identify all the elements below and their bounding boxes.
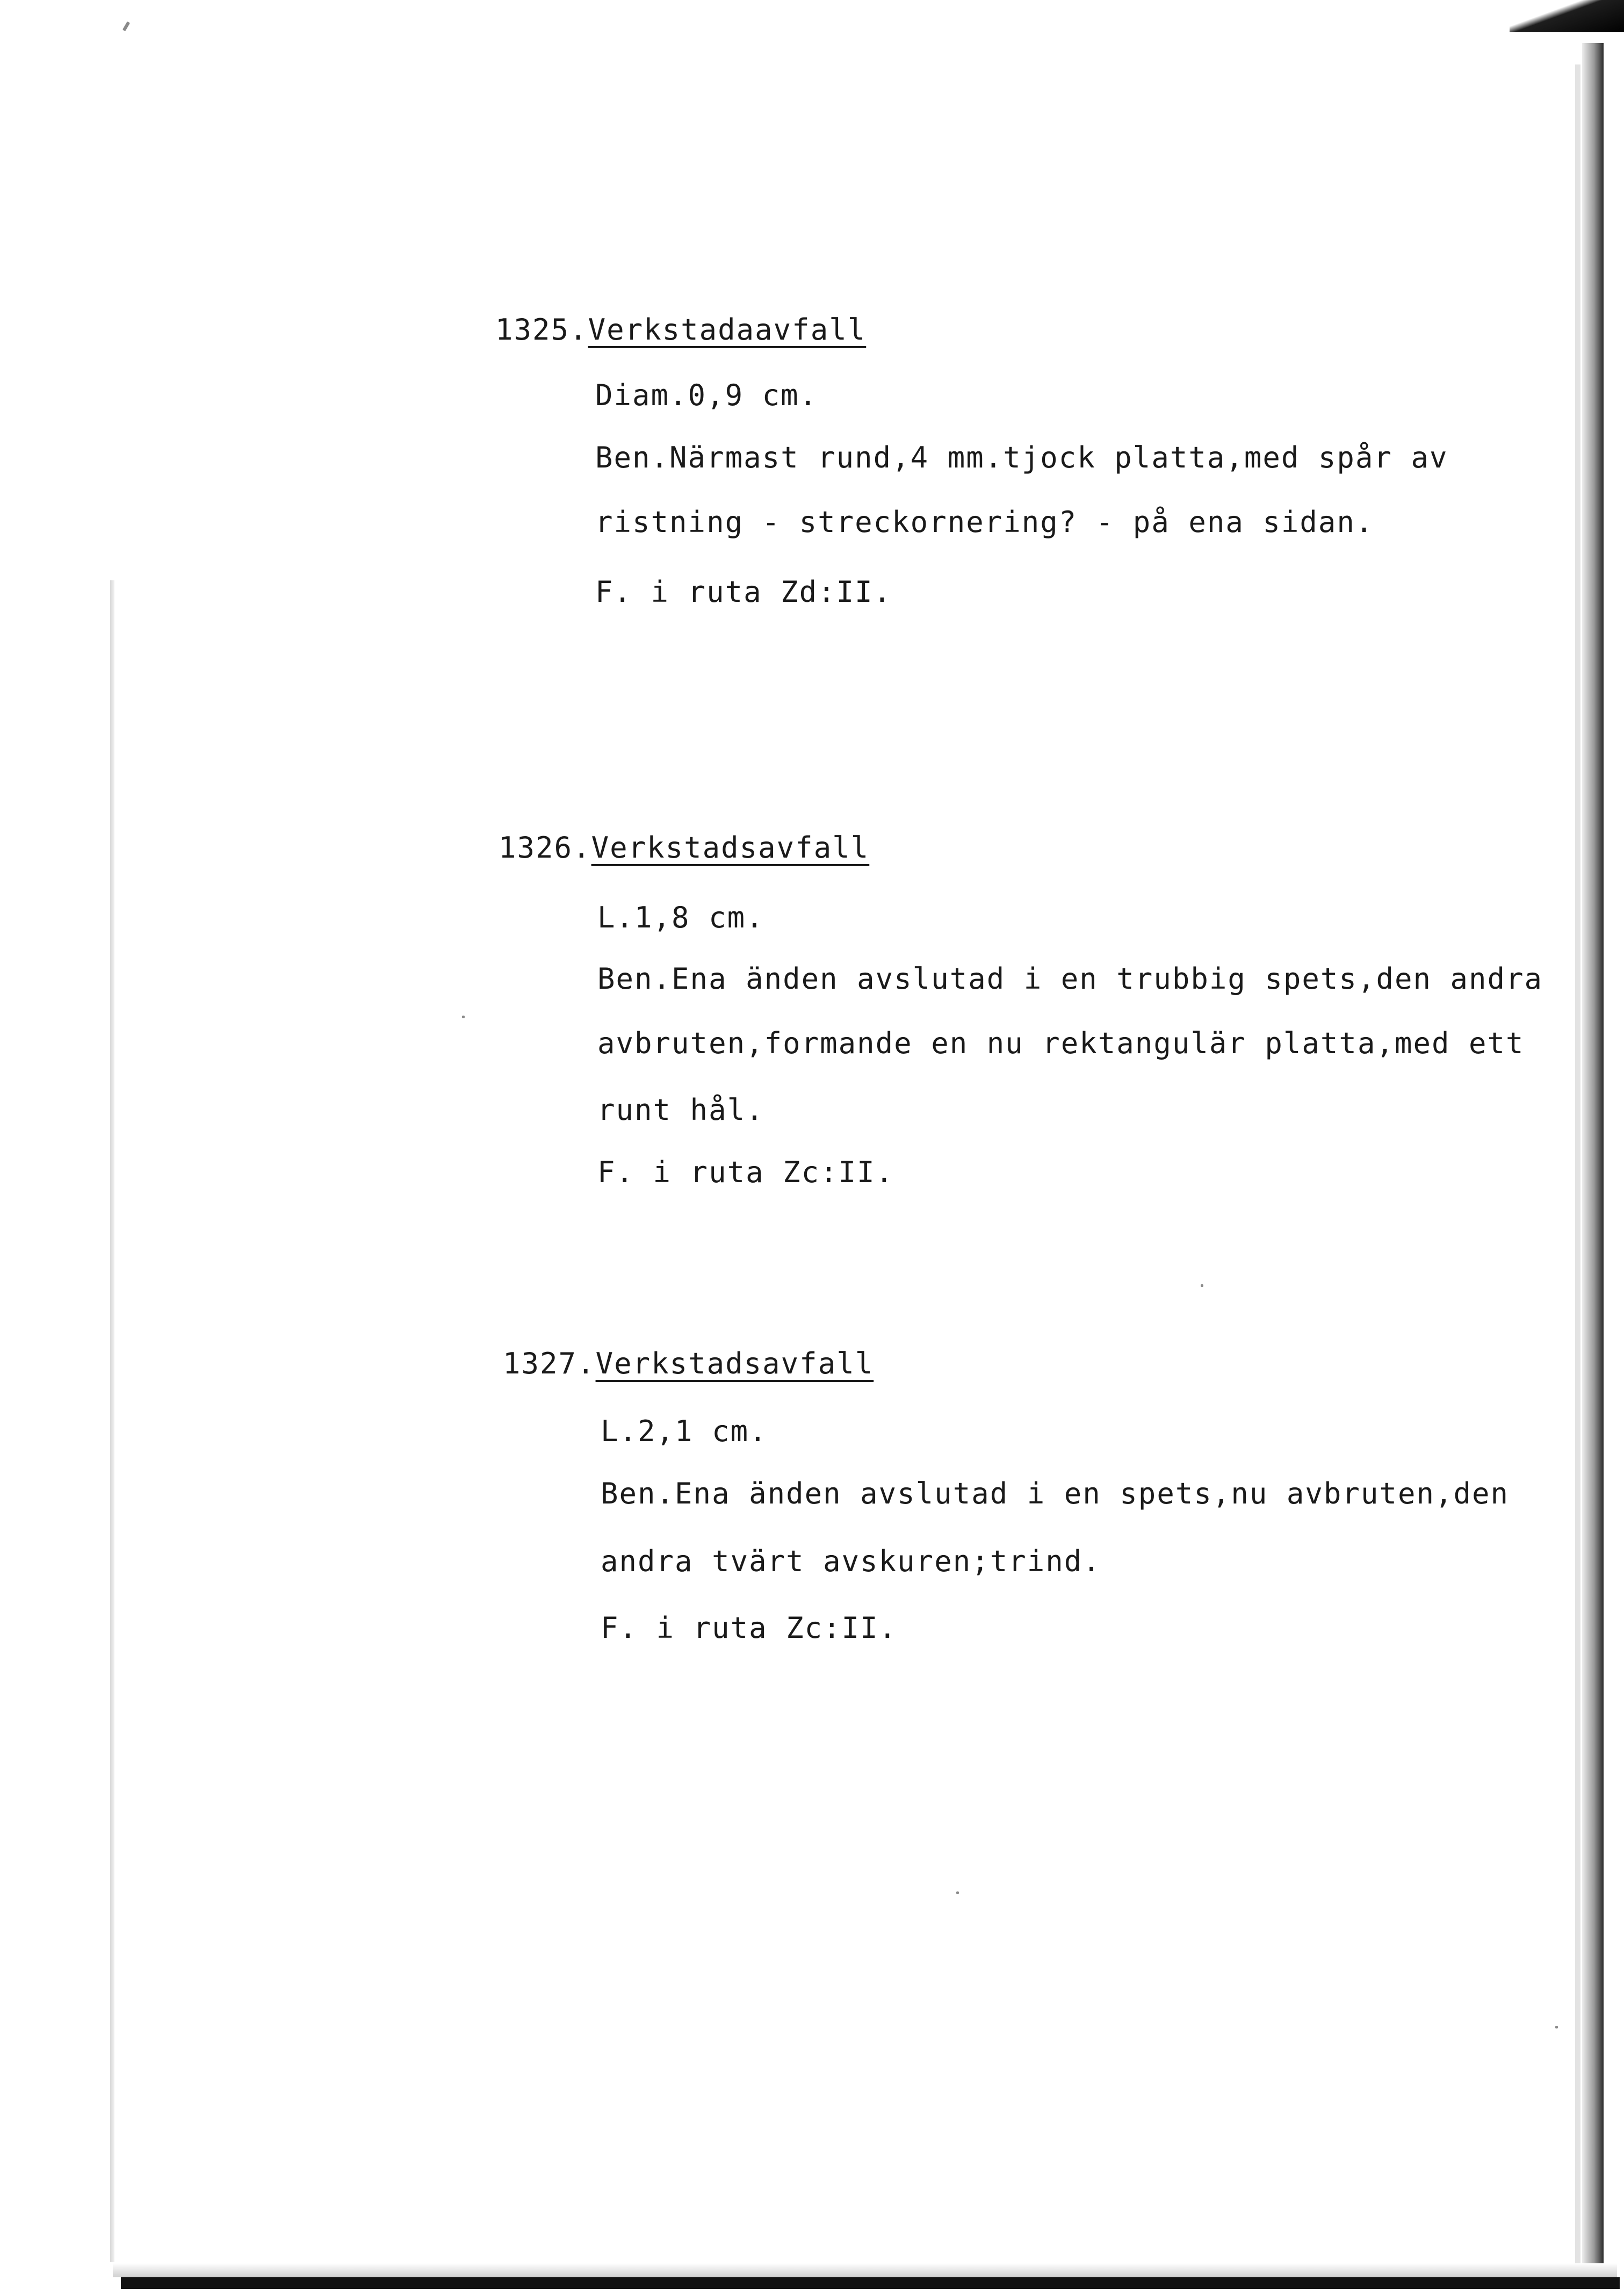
entry-number: 1326. (499, 831, 591, 865)
bottom-edge-shade (113, 2263, 1617, 2277)
entry-line: runt hål. (597, 1093, 764, 1127)
entry-line: F. i ruta Zc:II. (601, 1611, 898, 1645)
entry-line: avbruten,formande en nu rektangulär platta,med ett (597, 1026, 1525, 1060)
scan-speck (956, 1891, 959, 1894)
entry-title: Verkstadsavfall (595, 1347, 874, 1380)
top-right-corner-shadow (1510, 0, 1624, 32)
scan-speck (462, 1016, 465, 1018)
entry-line: Ben.Ena änden avslutad i en spets,nu avbruten,den (601, 1477, 1510, 1510)
entry-line: ristning - streckornering? - på ena sidan. (595, 505, 1374, 539)
entry-heading (499, 832, 869, 864)
right-page-edge-inner (1575, 64, 1580, 2268)
entry-line: L.1,8 cm. (597, 901, 764, 934)
bottom-page-edge (121, 2277, 1620, 2289)
left-page-edge (110, 580, 114, 2262)
entry-line: F. i ruta Zc:II. (597, 1155, 894, 1189)
scan-speck (1201, 1284, 1203, 1287)
entry-number: 1327. (503, 1347, 596, 1380)
entry-line: F. i ruta Zd:II. (595, 575, 892, 609)
right-page-edge (1582, 43, 1604, 2273)
entry-number: 1325. (495, 313, 588, 347)
entry-title: Verkstadsavfall (591, 831, 870, 865)
entry-line: Ben.Närmast rund,4 mm.tjock platta,med spår av (595, 441, 1448, 474)
entry-line: Diam.0,9 cm. (595, 378, 818, 412)
entry-title: Verkstadaavfall (588, 313, 867, 347)
entry-line: andra tvärt avskuren;trind. (601, 1544, 1101, 1578)
entry-heading (495, 314, 866, 346)
entry-heading (503, 1348, 874, 1380)
entry-line: L.2,1 cm. (601, 1414, 768, 1448)
scan-speck (122, 21, 130, 32)
entry-line: Ben.Ena änden avslutad i en trubbig spets,den andra (597, 962, 1543, 996)
scan-speck (1555, 2026, 1558, 2028)
